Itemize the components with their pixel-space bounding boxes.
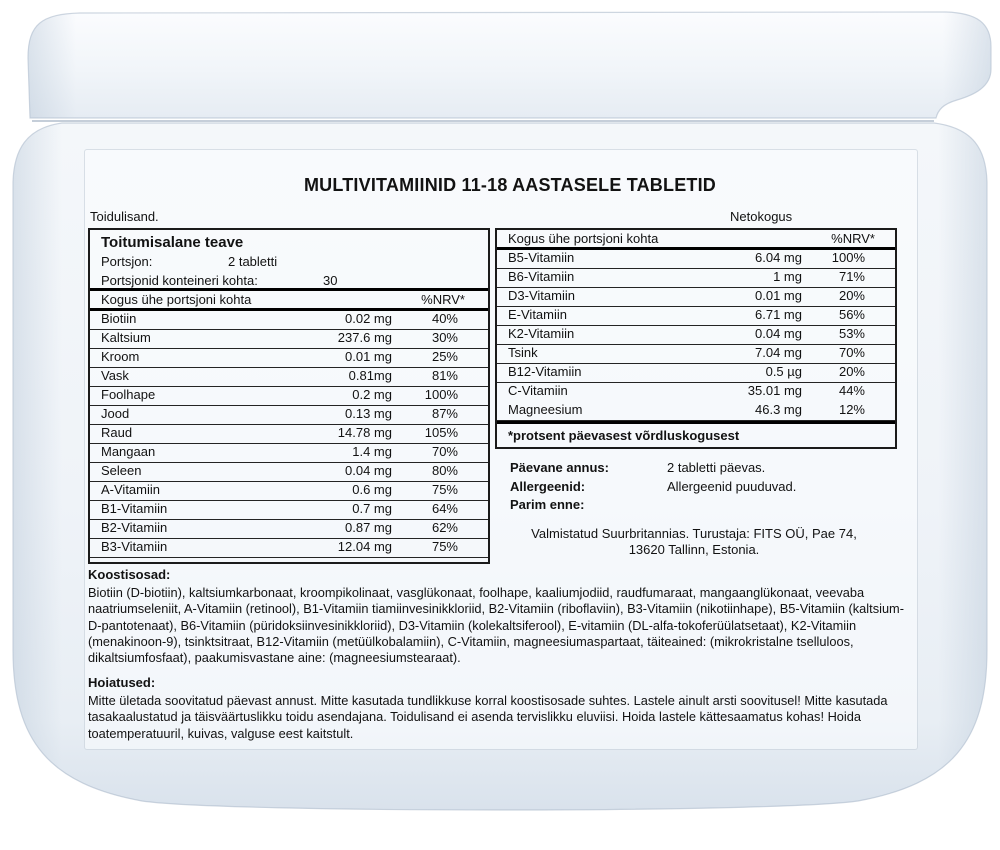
nutrient-amount: 0.87 mg: [345, 520, 392, 535]
table-row: [497, 250, 895, 269]
table-row: [497, 269, 895, 288]
nutrient-amount: 0.01 mg: [755, 288, 802, 303]
nutrient-name: Seleen: [101, 463, 142, 478]
nutrient-name: E-Vitamiin: [508, 307, 568, 322]
nutrient-name: Magneesium: [508, 402, 583, 417]
nutrient-name: B3-Vitamiin: [101, 539, 168, 554]
nutrient-nrv: 87%: [431, 406, 458, 421]
nutrient-amount: 35.01 mg: [747, 383, 802, 398]
nutrient-amount: 12.04 mg: [337, 539, 392, 554]
best-before-label: Parim enne:: [510, 497, 585, 512]
nutrient-nrv: 56%: [838, 307, 865, 322]
nutrient-name: D3-Vitamiin: [508, 288, 575, 303]
nutrient-nrv: 44%: [838, 383, 865, 398]
table-row: [497, 383, 895, 402]
product-title: MULTIVITAMIINID 11-18 AASTASELE TABLETID: [303, 175, 716, 195]
ingredients-heading: Koostisosad:: [88, 567, 171, 582]
nutrient-nrv: 70%: [431, 444, 458, 459]
nutrient-nrv: 70%: [838, 345, 865, 360]
nutrient-amount: 46.3 mg: [755, 402, 802, 417]
nutrient-name: B6-Vitamiin: [508, 269, 575, 284]
nutrient-name: A-Vitamiin: [101, 482, 161, 497]
nutrient-nrv: 75%: [431, 539, 458, 554]
servings-per-container-value: 30: [323, 273, 338, 288]
table-row: [497, 345, 895, 364]
table-row: [497, 326, 895, 345]
nutrient-name: Foolhape: [101, 387, 156, 402]
container-lid: [28, 12, 991, 118]
nutrient-name: B2-Vitamiin: [101, 520, 168, 535]
table-row: [497, 288, 895, 307]
nutrition-panel-title: Toitumisalane teave: [101, 234, 244, 251]
nutrient-nrv: 53%: [838, 326, 865, 341]
nutrient-amount: 6.71 mg: [755, 307, 802, 322]
nutrient-nrv: 64%: [431, 501, 458, 516]
nutrient-amount: 0.01 mg: [345, 349, 392, 364]
allergens-label: Allergeenid:: [510, 479, 586, 494]
serving-size-row: [90, 253, 488, 272]
servings-per-container-row: [90, 272, 488, 291]
table-row: [90, 463, 488, 482]
table-header-row: [497, 230, 895, 250]
table-row: [90, 368, 488, 387]
serving-size-value: 2 tabletti: [228, 254, 278, 269]
daily-dose-label: Päevane annus:: [510, 460, 609, 475]
nutrient-name: B1-Vitamiin: [101, 501, 168, 516]
nutrient-name: Tsink: [508, 345, 538, 360]
nutrient-amount: 0.13 mg: [345, 406, 392, 421]
net-quantity-text: Netokogus: [730, 209, 793, 224]
nutrient-rows-right: [497, 250, 895, 421]
nutrient-amount: 1 mg: [773, 269, 802, 284]
nutrient-nrv: 25%: [431, 349, 458, 364]
nutrient-name: Biotiin: [101, 311, 137, 326]
nutrient-amount: 0.04 mg: [345, 463, 392, 478]
nutrient-amount: 0.6 mg: [352, 482, 392, 497]
table-row: [90, 311, 488, 330]
nutrient-amount: 0.04 mg: [755, 326, 802, 341]
nutrient-nrv: 30%: [431, 330, 458, 345]
nutrient-name: K2-Vitamiin: [508, 326, 575, 341]
servings-per-container-label: Portsjonid konteineri kohta:: [101, 273, 258, 288]
nutrition-table-left: [88, 228, 490, 564]
nrv-column-header: %NRV*: [421, 292, 465, 307]
nrv-column-header: %NRV*: [831, 231, 875, 246]
warnings-text: Mitte ületada soovitatud päevast annust. Mitte kasutada tundlikkuse korral koostisosade suhtes. Lastele ainult arsti soovitusel! Mitte kasutada tasakaalustatud ja täisväärtuslikku toidu asendajana. Toidulisand ei asenda tervislikku eluviisi. Hoida lastele kättesaamatus kohas! Hoida toatemperatuuril, kuivas, valguse eest kaitstult.: [88, 693, 888, 741]
nutrient-nrv: 62%: [431, 520, 458, 535]
table-row: [90, 425, 488, 444]
nutrient-name: C-Vitamiin: [508, 383, 568, 398]
nutrient-nrv: 80%: [431, 463, 458, 478]
nutrient-nrv: 81%: [431, 368, 458, 383]
nutrient-nrv: 40%: [431, 311, 458, 326]
nutrient-nrv: 71%: [838, 269, 865, 284]
ingredients-text: Biotiin (D-biotiin), kaltsiumkarbonaat, kroompikolinaat, vasglükonaat, foolhape, kaaliumjodiid, raudfumaraat, mangaanglükonaat, veevaba naatriumseleniit, A-Vitamiin (retinool), B1-Vitamiin tiamiinvesinikkloriid, B2-Vitamiin (riboflaviin), B3-Vitamiin (nikotiinhape), B5-Vitamiin (kaltsium-D-pantotenaat), B6-Vitamiin (püridoksiinvesinikkloriid), D3-Vitamiin (kolekaltsiferool), E-vitamiin (DL-alfa-tokoferüülatsetaat), K2-Vitamiin (menakinoon-9), tsinktsitraat, B12-Vitamiin (metüülkobalamiin), C-Vitamiin, magneesiumaspartaat, täiteained: (mikrokristalne tselluloos, dikaltsiumfosfaat), paakumisvastane aine: (magneesiumstearaat).: [88, 585, 904, 666]
nutrient-amount: 237.6 mg: [337, 330, 392, 345]
nutrient-name: Kroom: [101, 349, 140, 364]
nutrient-nrv: 20%: [838, 364, 865, 379]
nutrient-nrv: 100%: [831, 250, 865, 265]
table-row: [90, 482, 488, 501]
nutrient-amount: 0.7 mg: [352, 501, 392, 516]
table-header-row: [90, 291, 488, 311]
table-row: [90, 539, 488, 558]
table-row: [497, 307, 895, 326]
allergens-value: Allergeenid puuduvad.: [667, 479, 797, 494]
table-row: [90, 501, 488, 520]
amount-column-header: Kogus ühe portsjoni kohta: [101, 292, 252, 307]
daily-dose-value: 2 tabletti päevas.: [667, 460, 766, 475]
nutrient-amount: 1.4 mg: [352, 444, 392, 459]
amount-column-header: Kogus ühe portsjoni kohta: [508, 231, 659, 246]
nutrition-table-right: [495, 228, 897, 449]
manufacturer-text: [495, 526, 893, 557]
warnings-heading: Hoiatused:: [88, 675, 156, 690]
nutrient-name: Raud: [101, 425, 133, 440]
nutrient-name: Jood: [101, 406, 130, 421]
nutrient-amount: 0.02 mg: [345, 311, 392, 326]
table-row: [90, 330, 488, 349]
nutrient-name: B5-Vitamiin: [508, 250, 575, 265]
nutrient-name: Kaltsium: [101, 330, 151, 345]
nutrient-nrv: 75%: [431, 482, 458, 497]
table-row: [497, 364, 895, 383]
table-row: [497, 402, 895, 421]
nutrient-rows-left: [90, 311, 488, 558]
nutrient-name: Vask: [101, 368, 129, 383]
nutrient-amount: 6.04 mg: [755, 250, 802, 265]
table-row: [90, 444, 488, 463]
nutrient-name: Mangaan: [101, 444, 156, 459]
table-row: [90, 387, 488, 406]
nutrient-amount: 0.2 mg: [352, 387, 392, 402]
serving-size-label: Portsjon:: [101, 254, 153, 269]
nutrient-amount: 7.04 mg: [755, 345, 802, 360]
nutrient-nrv: 20%: [838, 288, 865, 303]
supplement-type-text: Toidulisand.: [90, 209, 159, 224]
manufacturer-line2: 13620 Tallinn, Estonia.: [628, 541, 760, 557]
nutrient-nrv: 105%: [424, 425, 458, 440]
nutrient-nrv: 12%: [838, 402, 865, 417]
table-row: [90, 349, 488, 368]
nutrient-amount: 14.78 mg: [337, 425, 392, 440]
nutrient-amount: 0.5 µg: [765, 364, 802, 379]
nutrient-nrv: 100%: [424, 387, 458, 402]
table-row: [90, 520, 488, 539]
table-row: [90, 406, 488, 425]
manufacturer-line1: Valmistatud Suurbritannias. Turustaja: FITS OÜ, Pae 74,: [531, 526, 857, 541]
nrv-footnote: *protsent päevasest võrdluskogusest: [497, 421, 895, 447]
nutrient-amount: 0.81mg: [348, 368, 392, 383]
nutrient-name: B12-Vitamiin: [508, 364, 582, 379]
